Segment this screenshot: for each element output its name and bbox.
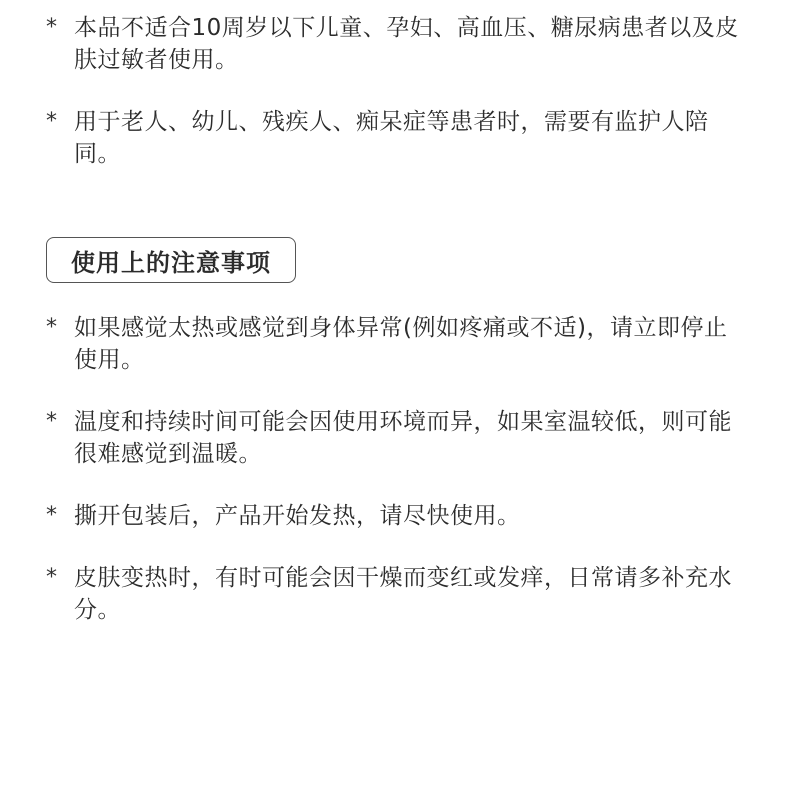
bullet-marker: * [46, 409, 57, 434]
list-item-text: 本品不适合10周岁以下儿童、孕妇、高血压、糖尿病患者以及皮肤过敏者使用。 [74, 15, 739, 73]
list-item [46, 312, 746, 376]
list-item [46, 106, 746, 170]
bullet-marker: * [46, 109, 57, 134]
list-item-text: 温度和持续时间可能会因使用环境而异，如果室温较低，则可能很难感觉到温暖。 [74, 409, 732, 467]
list-item [46, 500, 746, 532]
list-item-text: 皮肤变热时，有时可能会因干燥而变红或发痒，日常请多补充水分。 [74, 565, 732, 623]
bullet-marker: * [46, 315, 57, 340]
section-heading: 使用上的注意事项 [46, 237, 296, 283]
list-item [46, 562, 746, 626]
list-item-text: 撕开包装后，产品开始发热，请尽快使用。 [74, 503, 521, 529]
bullet-marker: * [46, 565, 57, 590]
bullet-marker: * [46, 15, 57, 40]
list-item [46, 12, 746, 76]
list-item-text: 如果感觉太热或感觉到身体异常(例如疼痛或不适)，请立即停止使用。 [74, 315, 728, 373]
list-item-text: 用于老人、幼儿、残疾人、痴呆症等患者时，需要有监护人陪同。 [74, 109, 709, 167]
list-item [46, 406, 746, 470]
bullet-marker: * [46, 503, 57, 528]
